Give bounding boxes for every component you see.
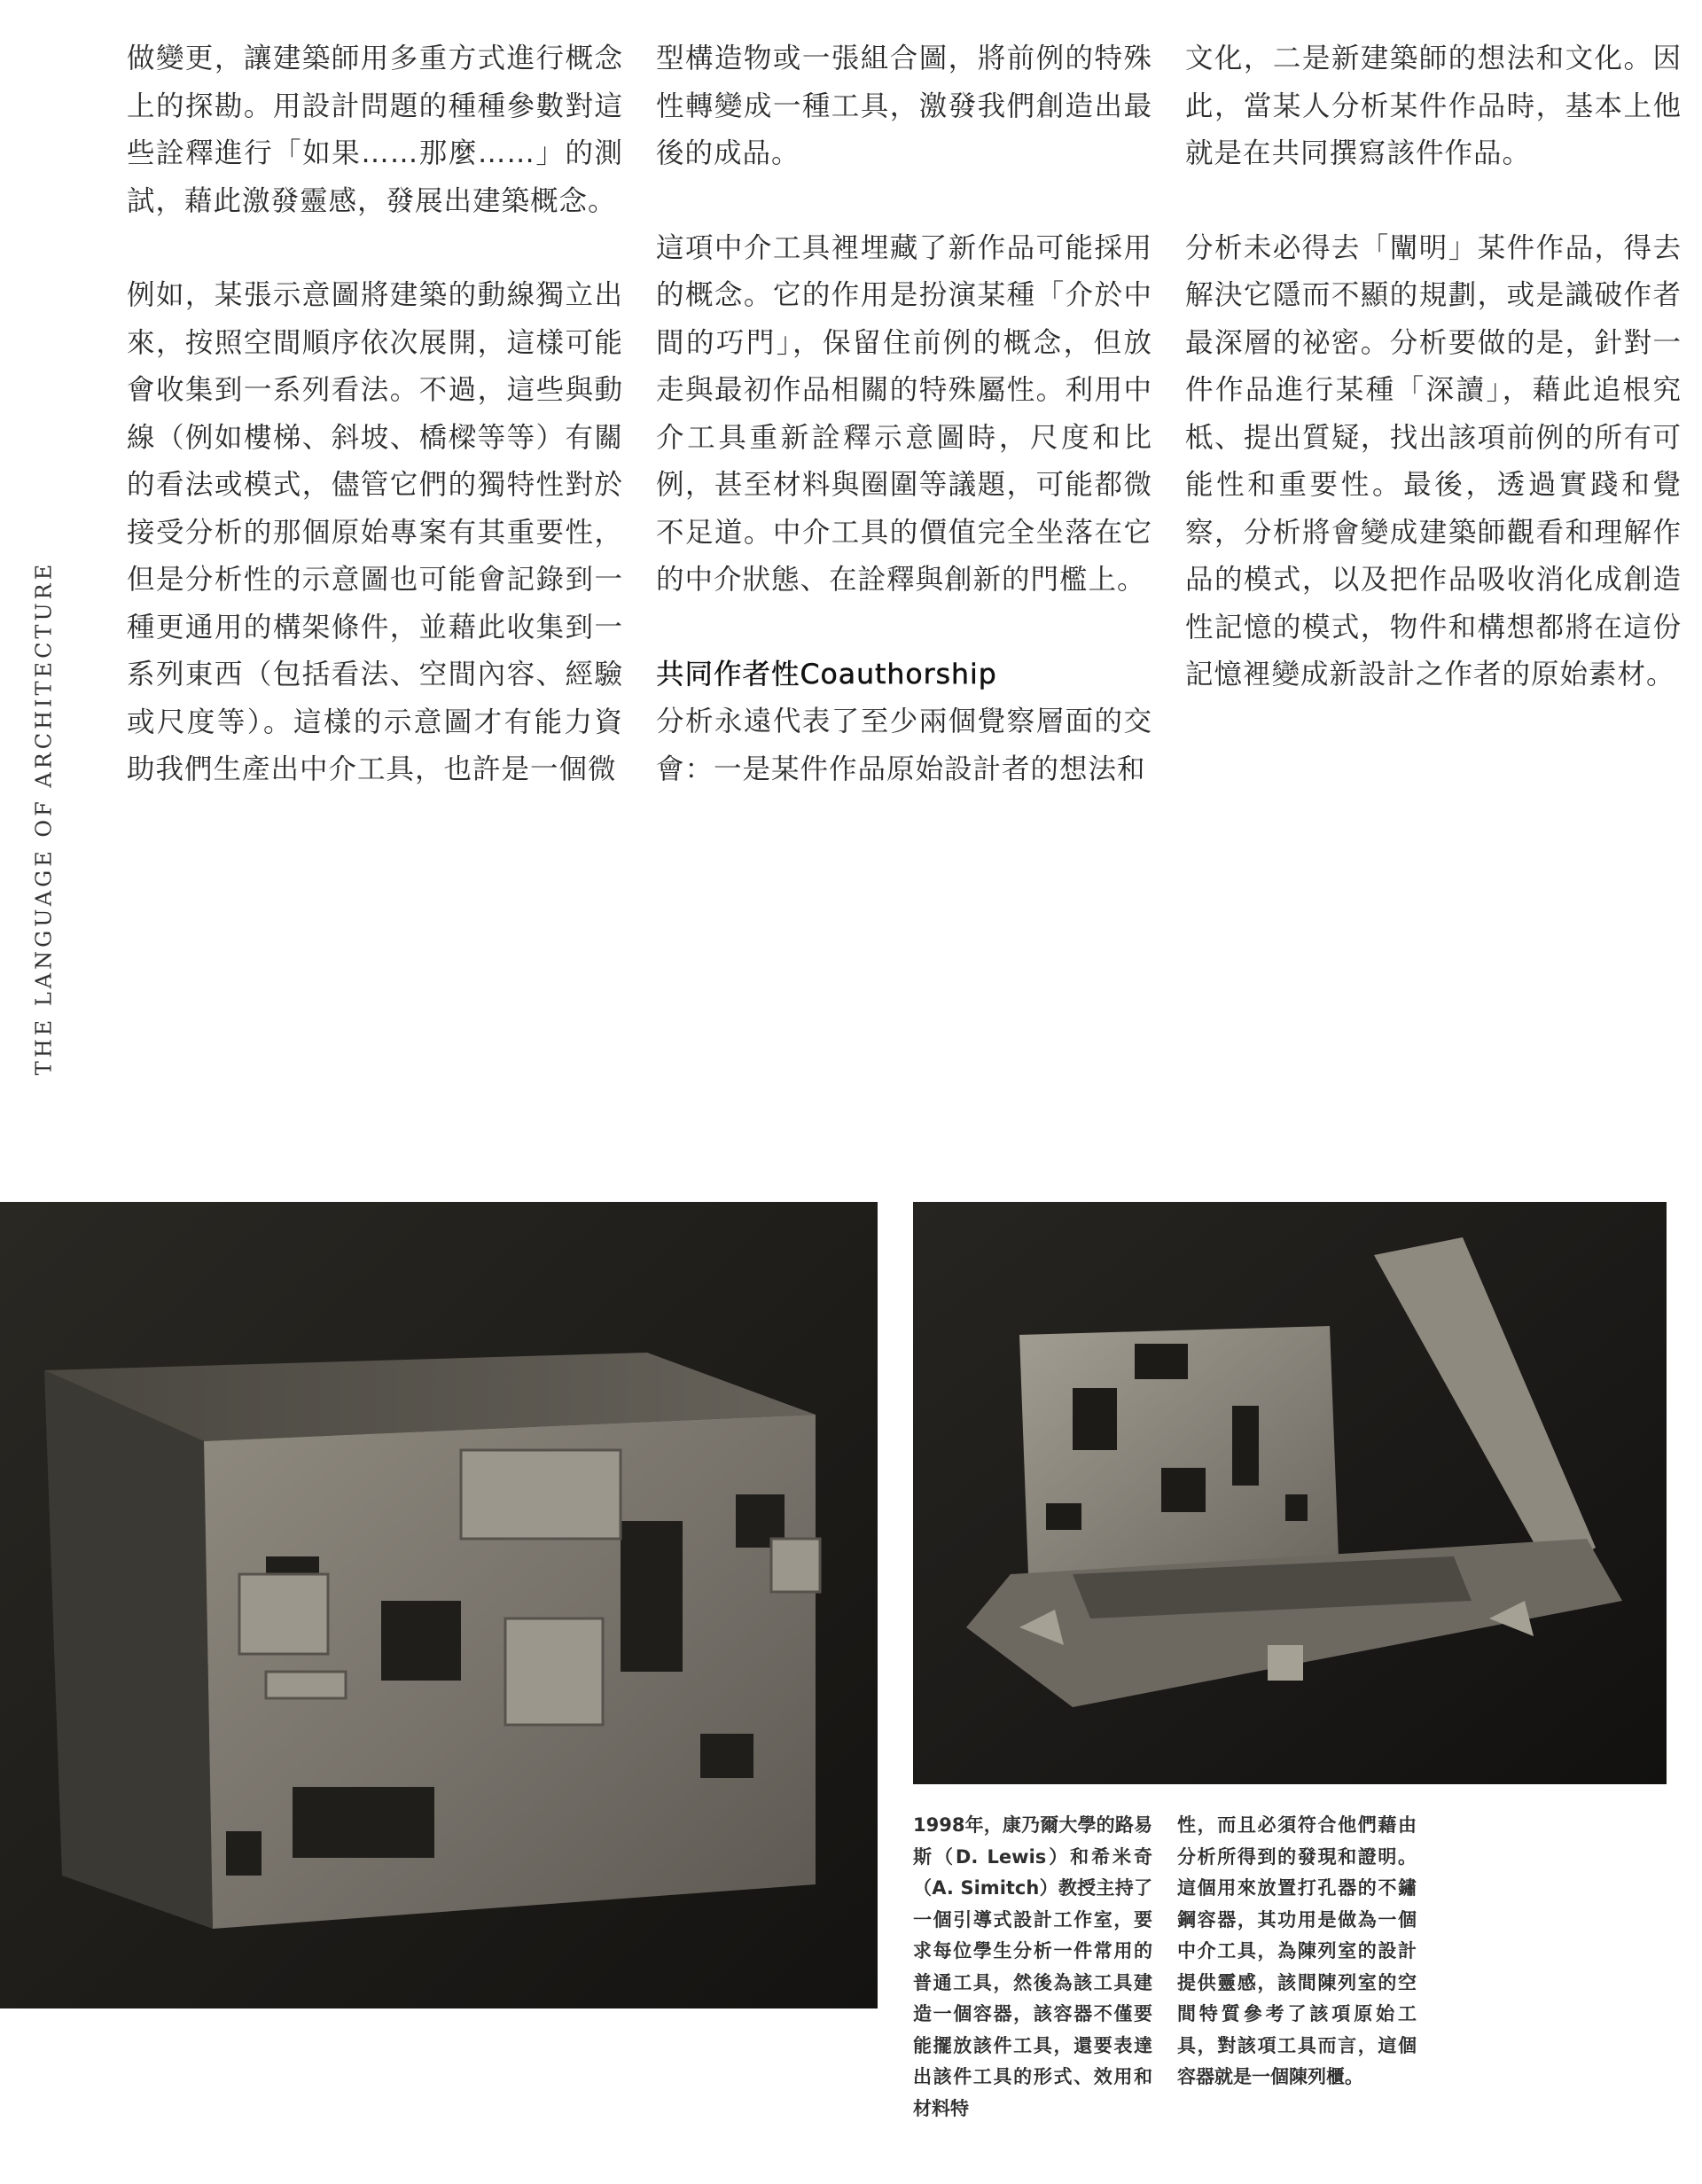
paragraph: 分析未必得去「闡明」某件作品，得去解決它隱而不顯的規劃，或是識破作者最深層的祕密。分析要做的是，針對一件作品進行某種「深讀」，藉此追根究柢、提出質疑，找出該項前例的所有可能性和重要性。最後，透過實踐和覺察，分析將會變成建築師觀看和理解作品的模式，以及把作品吸收消化成創造性記憶的模式，物件和構想都將在這份記憶裡變成新設計之作者的原始素材。 — [1185, 231, 1682, 690]
side-title-text: THE LANGUAGE OF ARCHITECTURE — [31, 560, 57, 1076]
caption-part-2: 性，而且必須符合他們藉由分析所得到的發現和證明。這個用來放置打孔器的不鏽鋼容器，其功用是做為一個中介工具，為陳列室的設計提供靈感，該間陳列室的空間特質參考了該項原始工具，對該項工具而言，這個容器就是一個陳列櫃。 — [1177, 1814, 1417, 2087]
steel-box-illustration — [0, 1202, 878, 2008]
text-column-2 — [656, 35, 1152, 793]
caption-part-1: 1998年，康乃爾大學的路易斯（D. Lewis）和希米奇（A. Simitch）教授主持了一個引導式設計工作室，要求每位學生分析一件常用的普通工具，然後為該工具建造一個容器，該容器不僅要能擺放該件工具，還要表達出該件工具的形式、效用和材料特 — [913, 1814, 1152, 2119]
paragraph: 做變更，讓建築師用多重方式進行概念上的探勘。用設計問題的種種參數對這些詮釋進行「如果……那麼……」的測試，藉此激發靈感，發展出建築概念。 — [127, 43, 623, 217]
text-column-3 — [1185, 35, 1682, 699]
section-heading: 共同作者性Coauthorship — [656, 658, 997, 690]
side-title — [22, 561, 65, 1075]
disassembled-box-photo — [913, 1202, 1667, 1784]
text-column-1 — [127, 35, 623, 794]
paragraph: 型構造物或一張組合圖，將前例的特殊性轉變成一種工具，激發我們創造出最後的成品。 — [656, 43, 1152, 169]
disassembled-box-illustration — [913, 1202, 1667, 1784]
paragraph: 分析永遠代表了至少兩個覺察層面的交會：一是某件作品原始設計者的想法和 — [656, 706, 1152, 785]
steel-box-photo — [0, 1202, 878, 2008]
paragraph: 文化，二是新建築師的想法和文化。因此，當某人分析某件作品時，基本上他就是在共同撰寫該件作品。 — [1185, 43, 1682, 169]
paragraph: 例如，某張示意圖將建築的動線獨立出來，按照空間順序依次展開，這樣可能會收集到一系列看法。不過，這些與動線（例如樓梯、斜坡、橋樑等等）有關的看法或模式，儘管它們的獨特性對於接受分析的那個原始專案有其重要性，但是分析性的示意圖也可能會記錄到一種更通用的構架條件，並藉此收集到一系列東西（包括看法、空間內容、經驗或尺度等）。這樣的示意圖才有能力資助我們生產出中介工具，也許是一個微 — [127, 279, 623, 785]
paragraph: 這項中介工具裡埋藏了新作品可能採用的概念。它的作用是扮演某種「介於中間的巧門」，保留住前例的概念，但放走與最初作品相關的特殊屬性。利用中介工具重新詮釋示意圖時，尺度和比例，甚至材料與圈圍等議題，可能都微不足道。中介工具的價值完全坐落在它的中介狀態、在詮釋與創新的門檻上。 — [656, 231, 1152, 596]
